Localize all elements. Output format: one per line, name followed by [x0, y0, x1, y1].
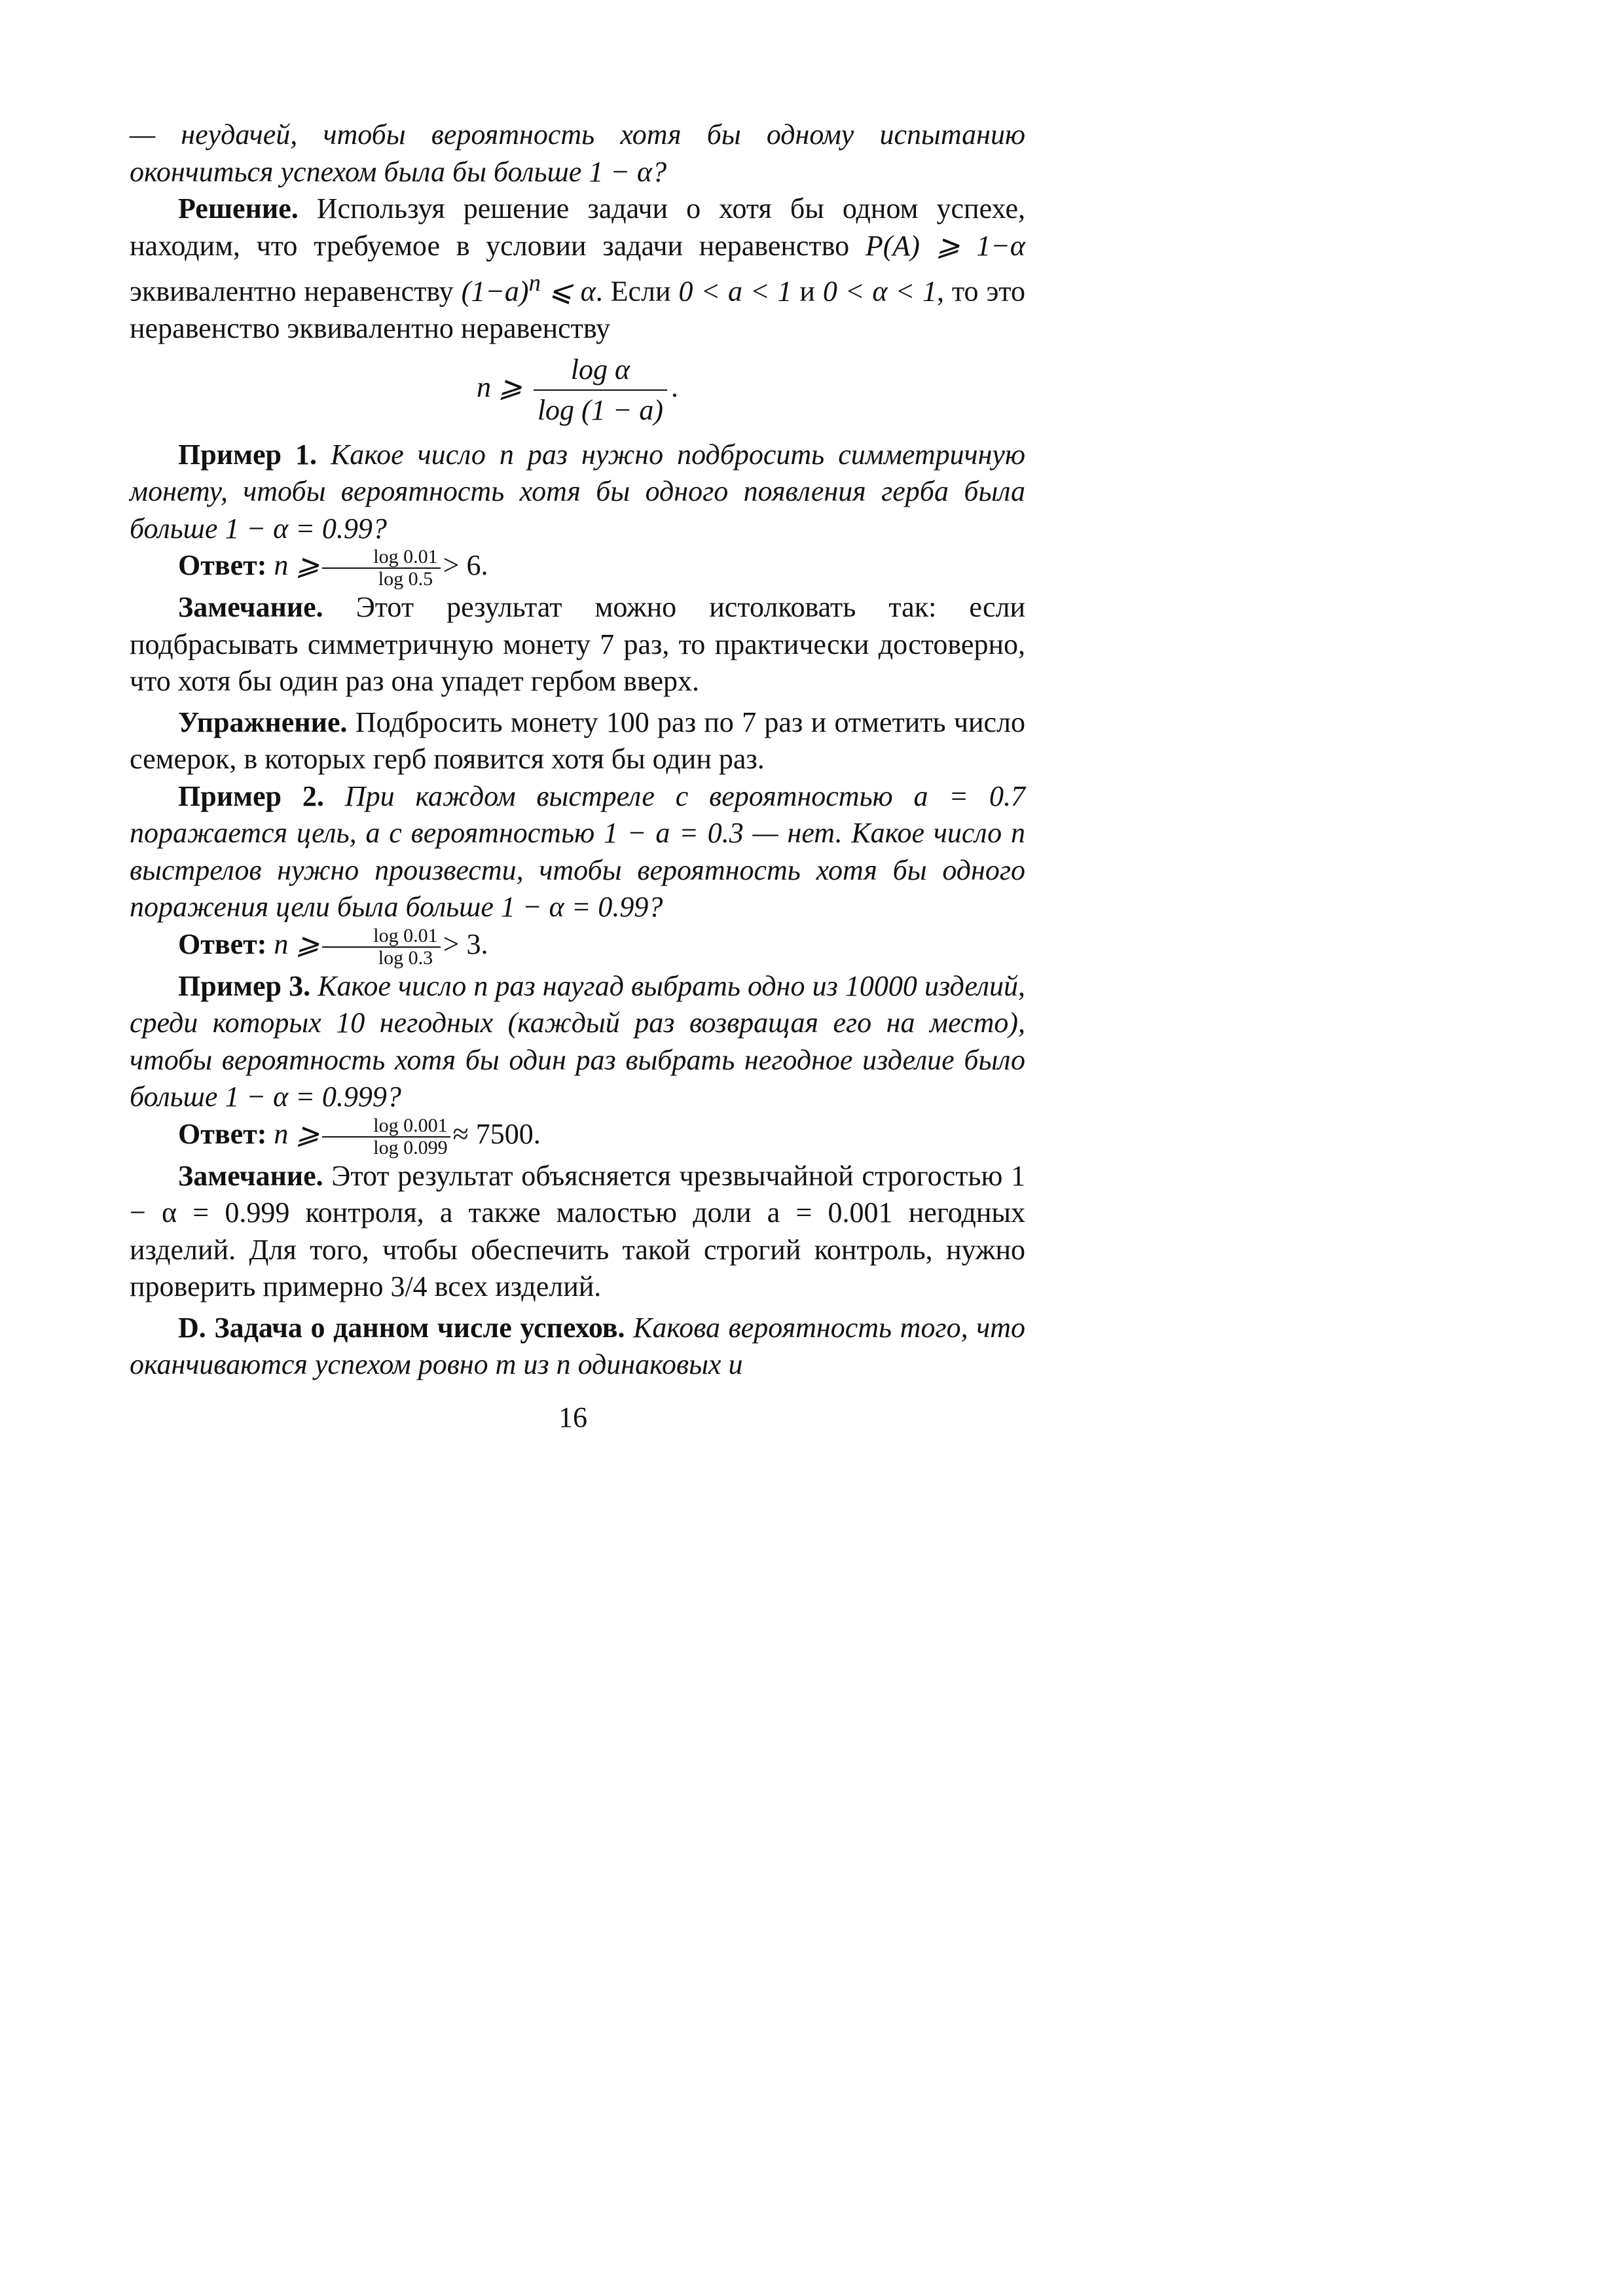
- exercise-label: Упражнение.: [178, 706, 348, 738]
- section-d-paragraph: [130, 1310, 1025, 1384]
- answer-2-denominator: log 0.3: [378, 946, 433, 969]
- formula-end: .: [671, 370, 679, 403]
- solution-text-1: Используя решение задачи о хотя бы одном успехе, находим, что требуемое в условии задачи неравенство: [130, 192, 1025, 262]
- answer-1-fraction: [322, 547, 440, 589]
- answer-3-paragraph: [130, 1116, 1025, 1158]
- answer-3-rhs: ≈ 7500.: [452, 1117, 541, 1150]
- solution-text-2: эквивалентно неравенству: [130, 275, 462, 308]
- intro-paragraph: — неудачей, чтобы вероятность хотя бы одному испытанию окончиться успехом была бы больше 1 − α?: [130, 118, 1025, 188]
- example-1-paragraph: [130, 437, 1025, 548]
- solution-math-4: 0 < a < 1: [678, 275, 792, 308]
- solution-text-4: и: [792, 275, 823, 308]
- answer-1-lhs: n ⩾: [274, 549, 320, 582]
- answer-2-rhs: > 3.: [443, 927, 488, 960]
- formula-numerator: log α: [534, 353, 667, 391]
- answer-2-paragraph: [130, 926, 1025, 968]
- example-3-paragraph: [130, 968, 1025, 1116]
- answer-3-denominator: log 0.099: [373, 1136, 448, 1158]
- answer-1-numerator: log 0.01: [322, 547, 440, 569]
- solution-math-1: P(A) ⩾ 1−α: [865, 229, 1025, 262]
- remark-2-paragraph: [130, 1158, 1025, 1306]
- remark-1-text: Этот результат можно истолковать так: если подбрасывать симметричную монету 7 раз, то практически достоверно, что хотя бы один раз она упадет гербом вверх.: [130, 591, 1025, 698]
- solution-math-3: ⩽ α: [540, 275, 596, 308]
- display-formula: [130, 353, 1025, 427]
- section-d-text: Какова вероятность того, что оканчиваются успехом ровно m из n одинаковых и: [130, 1311, 1025, 1381]
- answer-3-fraction: [322, 1116, 450, 1158]
- solution-text-5: , то это неравенство эквивалентно неравенству: [130, 275, 1026, 345]
- remark-2-text: Этот результат объясняется чрезвычайной строгостью 1 − α = 0.999 контроля, а также малостью доли a = 0.001 негодных изделий. Для того, чтобы обеспечить такой строгий контроль, нужно проверить примерно 3/4 всех изделий.: [130, 1159, 1025, 1303]
- exercise-paragraph: [130, 704, 1025, 778]
- answer-3-numerator: log 0.001: [322, 1116, 450, 1138]
- answer-1-denominator: log 0.5: [378, 568, 433, 590]
- solution-math-2-exponent: n: [528, 269, 541, 296]
- example-2-paragraph: [130, 778, 1025, 926]
- formula-fraction: [534, 353, 667, 427]
- solution-math-5: 0 < α < 1: [822, 275, 937, 308]
- answer-3-label: Ответ:: [178, 1117, 267, 1150]
- answer-3-lhs: n ⩾: [274, 1117, 320, 1150]
- example-1-label: Пример 1.: [178, 438, 318, 471]
- solution-text-3: . Если: [595, 275, 679, 308]
- example-3-label: Пример 3.: [178, 969, 311, 1002]
- solution-math-2: (1−a): [461, 275, 529, 308]
- remark-1-paragraph: [130, 589, 1025, 700]
- solution-paragraph: [130, 190, 1025, 348]
- answer-2-label: Ответ:: [178, 927, 267, 960]
- exercise-text: Подбросить монету 100 раз по 7 раз и отметить число семерок, в которых герб появится хотя бы один раз.: [130, 706, 1025, 776]
- remark-1-label: Замечание.: [178, 591, 323, 624]
- example-2-label: Пример 2.: [178, 780, 324, 812]
- example-1-text: Какое число n раз нужно подбросить симметричную монету, чтобы вероятность хотя бы одного появления герба была больше 1 − α = 0.99?: [130, 438, 1025, 545]
- remark-2-label: Замечание.: [178, 1159, 323, 1192]
- answer-1-paragraph: [130, 547, 1025, 589]
- formula-lhs: n ⩾: [476, 370, 522, 403]
- answer-2-fraction: [322, 926, 440, 968]
- solution-label: Решение.: [178, 192, 299, 224]
- answer-1-label: Ответ:: [178, 549, 267, 582]
- answer-1-rhs: > 6.: [443, 549, 488, 582]
- page-number: 16: [558, 1401, 587, 1433]
- answer-2-numerator: log 0.01: [322, 926, 440, 948]
- example-3-text: Какое число n раз наугад выбрать одно из 10000 изделий, среди которых 10 негодных (каждый раз возвращая его на место), чтобы вероятность хотя бы один раз выбрать негодное изделие было больше 1 − α = 0.999?: [130, 969, 1025, 1113]
- text-column: [130, 117, 1025, 1384]
- formula-denominator: log (1 − a): [537, 393, 664, 426]
- section-d-label: D. Задача о данном числе успехов.: [178, 1311, 625, 1344]
- answer-2-lhs: n ⩾: [274, 927, 320, 960]
- example-2-text: При каждом выстреле с вероятностью a = 0.7 поражается цель, а с вероятностью 1 − a = 0.3 — нет. Какое число n выстрелов нужно произвести, чтобы вероятность хотя бы одного поражения цели была больше 1 − α = 0.99?: [130, 780, 1025, 924]
